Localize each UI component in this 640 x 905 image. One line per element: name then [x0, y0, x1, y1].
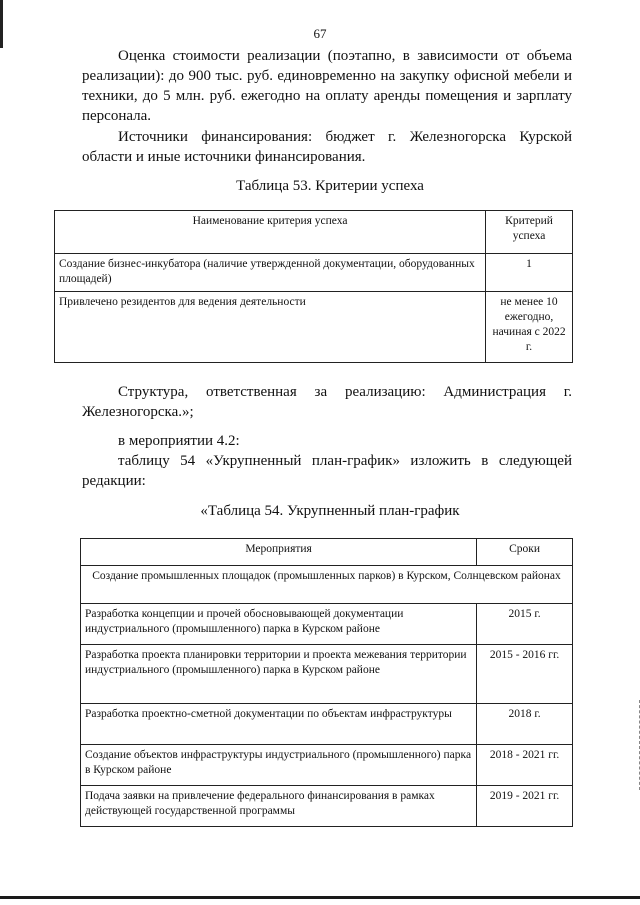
table-row: [81, 704, 573, 745]
table-53-caption: Таблица 53. Критерии успеха: [236, 178, 424, 194]
column-header-activities: Мероприятия: [81, 539, 477, 566]
criterion-cell: Привлечено резидентов для ведения деятельности: [55, 292, 486, 363]
activity-cell: Создание объектов инфраструктуры индустриального (промышленного) парка в Курском районе: [81, 745, 477, 786]
paragraph-cost: Оценка стоимости реализации (поэтапно, в зависимости от объема реализации): до 900 тыс. руб. единовременно на закупку офисной мебели и техники, до 5 млн. руб. ежегодно на оплату аренды помещения и зарплату персонала.: [82, 48, 572, 124]
value-cell: не менее 10 ежегодно, начиная с 2022 г.: [486, 292, 573, 363]
paragraph-responsible: Структура, ответственная за реализацию: Администрация г. Железногорска.»;: [82, 384, 572, 420]
page-number: 67: [313, 26, 327, 41]
column-header-criterion: Наименование критерия успеха: [55, 211, 486, 254]
scan-bottom-rule: [0, 896, 640, 899]
table-54: [80, 538, 573, 827]
dates-cell: 2019 - 2021 гг.: [477, 786, 573, 827]
table-row: [81, 604, 573, 645]
paragraph-instruction: таблицу 54 «Укрупненный план-график» изложить в следующей редакции:: [82, 453, 572, 489]
table-row: [81, 745, 573, 786]
activity-cell: Разработка проектно-сметной документации по объектам инфраструктуры: [81, 704, 477, 745]
table-53: [54, 210, 573, 363]
dates-cell: 2015 - 2016 гг.: [477, 645, 573, 704]
table-header-row: [55, 211, 573, 254]
activity-cell: Подача заявки на привлечение федерального финансирования в рамках действующей государственной программы: [81, 786, 477, 827]
column-header-dates: Сроки: [477, 539, 573, 566]
paragraph-measure: в мероприятии 4.2:: [118, 433, 240, 449]
dates-cell: 2018 - 2021 гг.: [477, 745, 573, 786]
table-row: [55, 292, 573, 363]
activity-cell: Разработка проекта планировки территории и проекта межевания территории индустриального (промышленного) парка в Курском районе: [81, 645, 477, 704]
column-header-value: Критерий успеха: [486, 211, 573, 254]
table-54-caption: «Таблица 54. Укрупненный план-график: [200, 503, 460, 519]
section-cell: Создание промышленных площадок (промышленных парков) в Курском, Солнцевском районах: [81, 566, 573, 604]
criterion-cell: Создание бизнес-инкубатора (наличие утвержденной документации, оборудованных площадей): [55, 254, 486, 292]
table-header-row: [81, 539, 573, 566]
table-row: [55, 254, 573, 292]
activity-cell: Разработка концепции и прочей обосновывающей документации индустриального (промышленного) парка в Курском районе: [81, 604, 477, 645]
value-cell: 1: [486, 254, 573, 292]
dates-cell: 2018 г.: [477, 704, 573, 745]
section-row: [81, 566, 573, 604]
paragraph-financing: Источники финансирования: бюджет г. Железногорска Курской области и иные источники финансирования.: [82, 129, 572, 165]
table-row: [81, 645, 573, 704]
dates-cell: 2015 г.: [477, 604, 573, 645]
table-row: [81, 786, 573, 827]
